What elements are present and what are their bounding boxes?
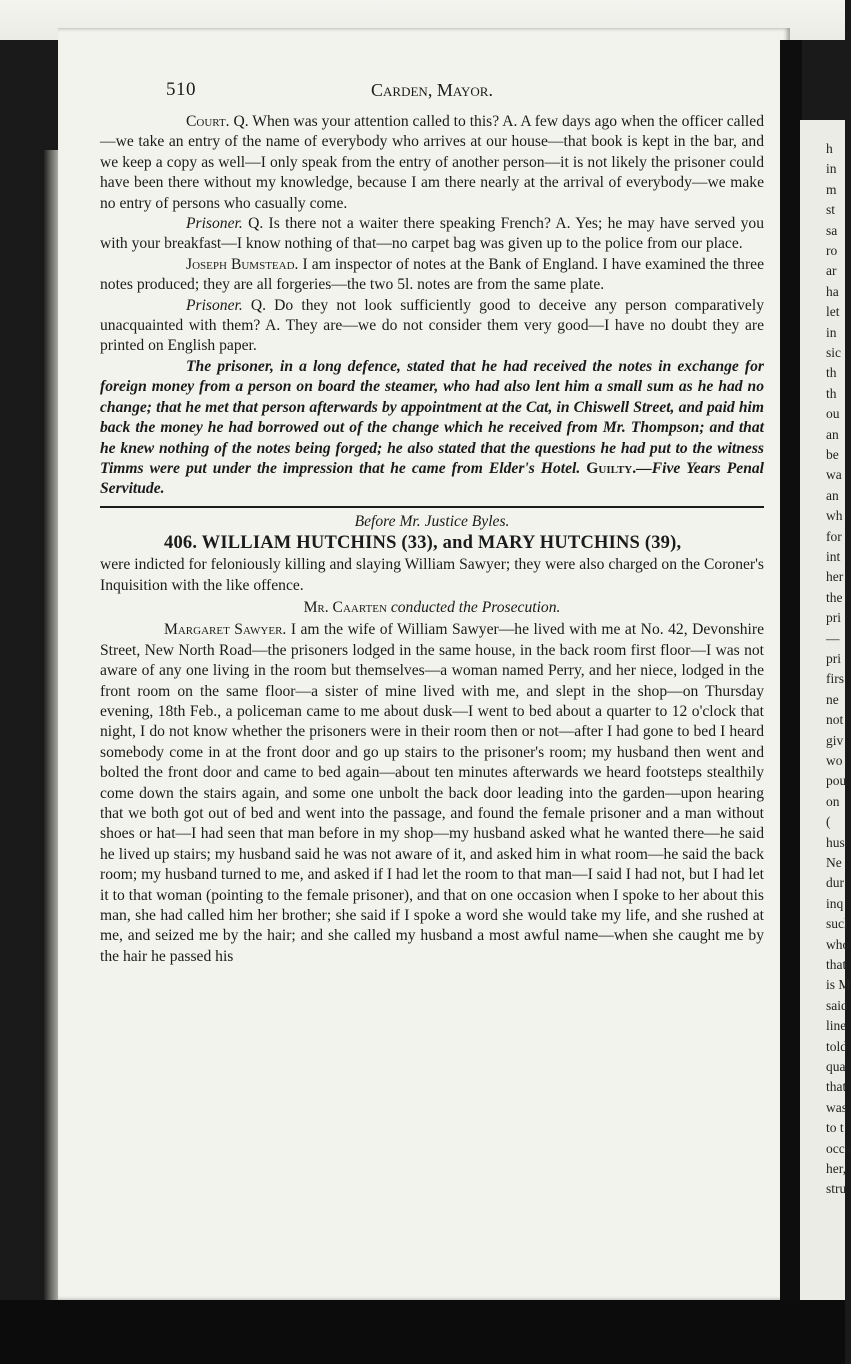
facing-page-fragment: th bbox=[826, 385, 837, 401]
facing-page-fragment: qua bbox=[826, 1059, 846, 1074]
paragraph-text: Q. When was your attention called to this? A. A few days ago when the officer called—we take an entry of the name of everybody who arrives at our house—that book is kept in the bar, and we keep a copy as well—I only speak from the entry of another person—it is not likely the prisoner could have been there without my knowledge, because I am there nearly at the arrival of everybody—we make no entry of persons who casually come. bbox=[100, 113, 764, 212]
facing-page-fragment: an bbox=[826, 426, 839, 442]
speaker-label: Margaret Sawyer. bbox=[164, 621, 287, 639]
testimony-margaret-sawyer bbox=[100, 620, 764, 967]
facing-page-fragment: that bbox=[826, 1079, 847, 1095]
page-content bbox=[100, 78, 764, 967]
facing-page-fragment: ar bbox=[826, 263, 837, 279]
running-title: Carden, Mayor. bbox=[371, 80, 493, 100]
facing-page-fragment: line bbox=[826, 1018, 847, 1034]
facing-page-fragment: pri bbox=[826, 651, 841, 666]
facing-page-fragment: was bbox=[826, 1099, 847, 1115]
paragraph-prisoner-1 bbox=[100, 214, 764, 255]
prosecution-text: conducted the Prosecution. bbox=[386, 598, 561, 616]
facing-page-fragment: her, bbox=[826, 1161, 847, 1176]
facing-page-fragment: sa bbox=[826, 222, 838, 238]
facing-page-fragment: let bbox=[826, 304, 840, 320]
facing-page-fragment: be bbox=[826, 447, 839, 462]
running-head bbox=[100, 78, 764, 112]
case-heading: 406. WILLIAM HUTCHINS (33), and MARY HUTCHINS (39), bbox=[164, 533, 682, 554]
facing-page-fragment: that bbox=[826, 957, 847, 972]
facing-page-fragment: to t bbox=[826, 1120, 844, 1136]
facing-page-fragment: th bbox=[826, 365, 837, 381]
paragraph-text: I am inspector of notes at the Bank of England. I have examined the three notes produced; they are all forgeries—the two 5l. notes are from the same plate. bbox=[100, 255, 764, 294]
facing-page-fragment: h bbox=[826, 141, 833, 156]
facing-page-fragment: occa bbox=[826, 1140, 851, 1156]
facing-page-fragment: the bbox=[826, 589, 843, 605]
speaker-label: Joseph Bumstead. bbox=[186, 255, 299, 273]
facing-page-fragment: ne bbox=[826, 691, 839, 707]
scan-bottom-border bbox=[0, 1300, 845, 1364]
paragraph-prisoner-2 bbox=[100, 296, 764, 357]
speaker-label: Court. bbox=[186, 113, 230, 130]
facing-page-fragment: an bbox=[826, 487, 839, 503]
facing-page-fragment: dur bbox=[826, 875, 844, 891]
testimony-text: I am the wife of William Sawyer—he lived with me at No. 42, Devonshire Street, New North Road—the prisoners lodged in the same house, in the back room first floor—I was not aware of any one living in the room but themselves—a woman named Perry, and her niece, lodged in the front room on the same floor—a sister of mine lived with me, and slept in the shop—on Thursday evening, 18th Feb., a policeman came to me about dusk—I went to bed about a quarter to 12 o'clock that night, I do not know whether the prisoners were in their room then or not—after I had gone to bed I heard somebody come in at the front door and go up stairs to the prisoner's room; my husband then went and bolted the front door and came to bed again—about ten minutes afterwards we heard footsteps stealthily come down the stairs again, and some one unbolt the back door leading into the garden—upon hearing that we both got out of bed and went into the passage, and found the female prisoner and a man without shoes or hat—I had seen that man before in my shop—my husband asked what he wanted there—he said he lived up stairs; my husband said he was not aware of it, and asked him in what room—he said the back room; my husband turned to me, and asked if I had let the room to that man—I said I had not, but I had let it to that woman (pointing to the female prisoner), and that on one occasion when I spoke to her about this man, she had called him her brother; she said if I spoke a word she would take my life, and she rushed at me, and seized me by the hair; and she called my husband a most awful name—when she caught me by the hair he passed his bbox=[100, 621, 764, 965]
prosecutor-name: Mr. Caarten bbox=[303, 598, 387, 616]
section-divider bbox=[100, 506, 764, 508]
paragraph-court bbox=[100, 112, 764, 214]
facing-page-fragment: m bbox=[826, 181, 837, 197]
facing-page-fragment: — bbox=[826, 630, 840, 646]
page-number: 510 bbox=[166, 79, 196, 100]
judge-line: Before Mr. Justice Byles. bbox=[354, 512, 510, 530]
sentence: —Five Years Penal Servitude. bbox=[100, 459, 764, 498]
facing-page-fragment: stru bbox=[826, 1181, 847, 1197]
facing-page bbox=[800, 120, 851, 1300]
defence-text: The prisoner, in a long defence, stated that he had received the notes in exchange for foreign money from a person on board the steamer, who had also lent him a small sum as he had no change; that he met that person afterwards by appointment at the Cat, in Chiswell Street, and paid him back the money he had borrowed out of the change which he received from Mr. Thompson; and that he knew nothing of the notes being forged; he also stated that the questions he had put to the witness Timms were put under the impression that he came from Elder's Hotel. bbox=[100, 357, 764, 477]
facing-page-fragment: is M bbox=[826, 977, 851, 993]
facing-page-fragment: hus bbox=[826, 834, 845, 850]
facing-page-fragment: for bbox=[826, 528, 842, 544]
facing-page-fragment: sic bbox=[826, 345, 841, 360]
facing-page-fragment: ha bbox=[826, 283, 839, 299]
facing-page-fragment: on bbox=[826, 793, 840, 809]
paragraph-text: Q. Is there not a waiter there speaking French? A. Yes; he may have served you with your breakfast—I know nothing of that—no carpet bag was given up to the police from our place. bbox=[100, 215, 764, 253]
facing-page-fragment: Ne bbox=[826, 855, 842, 870]
facing-page-fragment: in bbox=[826, 161, 837, 177]
facing-page-fragment: ou bbox=[826, 406, 840, 422]
facing-page-fragment: not bbox=[826, 712, 844, 728]
facing-page-fragment: pri bbox=[826, 610, 841, 626]
facing-page-fragment: wo bbox=[826, 753, 843, 768]
case-description: were indicted for feloniously killing and slaying William Sawyer; they were also charged on the Coroner's Inquisition with the like offence. bbox=[100, 556, 764, 594]
facing-page-fragment: int bbox=[826, 549, 841, 564]
facing-page-fragment: giv bbox=[826, 732, 844, 748]
speaker-label: Prisoner. bbox=[186, 296, 243, 314]
facing-page-fragment: wa bbox=[826, 467, 842, 483]
facing-page-fragment: who bbox=[826, 936, 850, 952]
facing-page-fragment: firs bbox=[826, 671, 844, 687]
facing-page-fragment: told bbox=[826, 1038, 848, 1054]
facing-page-fragment: wh bbox=[826, 508, 843, 524]
facing-page-fragment: said bbox=[826, 997, 848, 1013]
defence-statement bbox=[100, 357, 764, 500]
facing-page-fragment: sucl bbox=[826, 916, 848, 932]
verdict: Guilty. bbox=[586, 459, 637, 477]
speaker-label: Prisoner. bbox=[186, 215, 243, 233]
facing-page-fragment: her bbox=[826, 569, 844, 585]
paragraph-text: Q. Do they not look sufficiently good to deceive any person comparatively unacquainted with them? A. They are—we do not consider them very good—I have no doubt they are printed on English paper. bbox=[100, 296, 764, 355]
facing-page-fragment: inq bbox=[826, 895, 844, 911]
facing-page-fragment: ro bbox=[826, 243, 838, 258]
facing-page-fragment: pou bbox=[826, 773, 847, 789]
facing-page-fragment: in bbox=[826, 324, 837, 340]
book-gutter bbox=[780, 40, 802, 1300]
facing-page-fragment: ( bbox=[826, 814, 831, 830]
paragraph-bumstead bbox=[100, 255, 764, 296]
facing-page-fragment: st bbox=[826, 202, 836, 218]
prosecution-line bbox=[100, 598, 764, 618]
